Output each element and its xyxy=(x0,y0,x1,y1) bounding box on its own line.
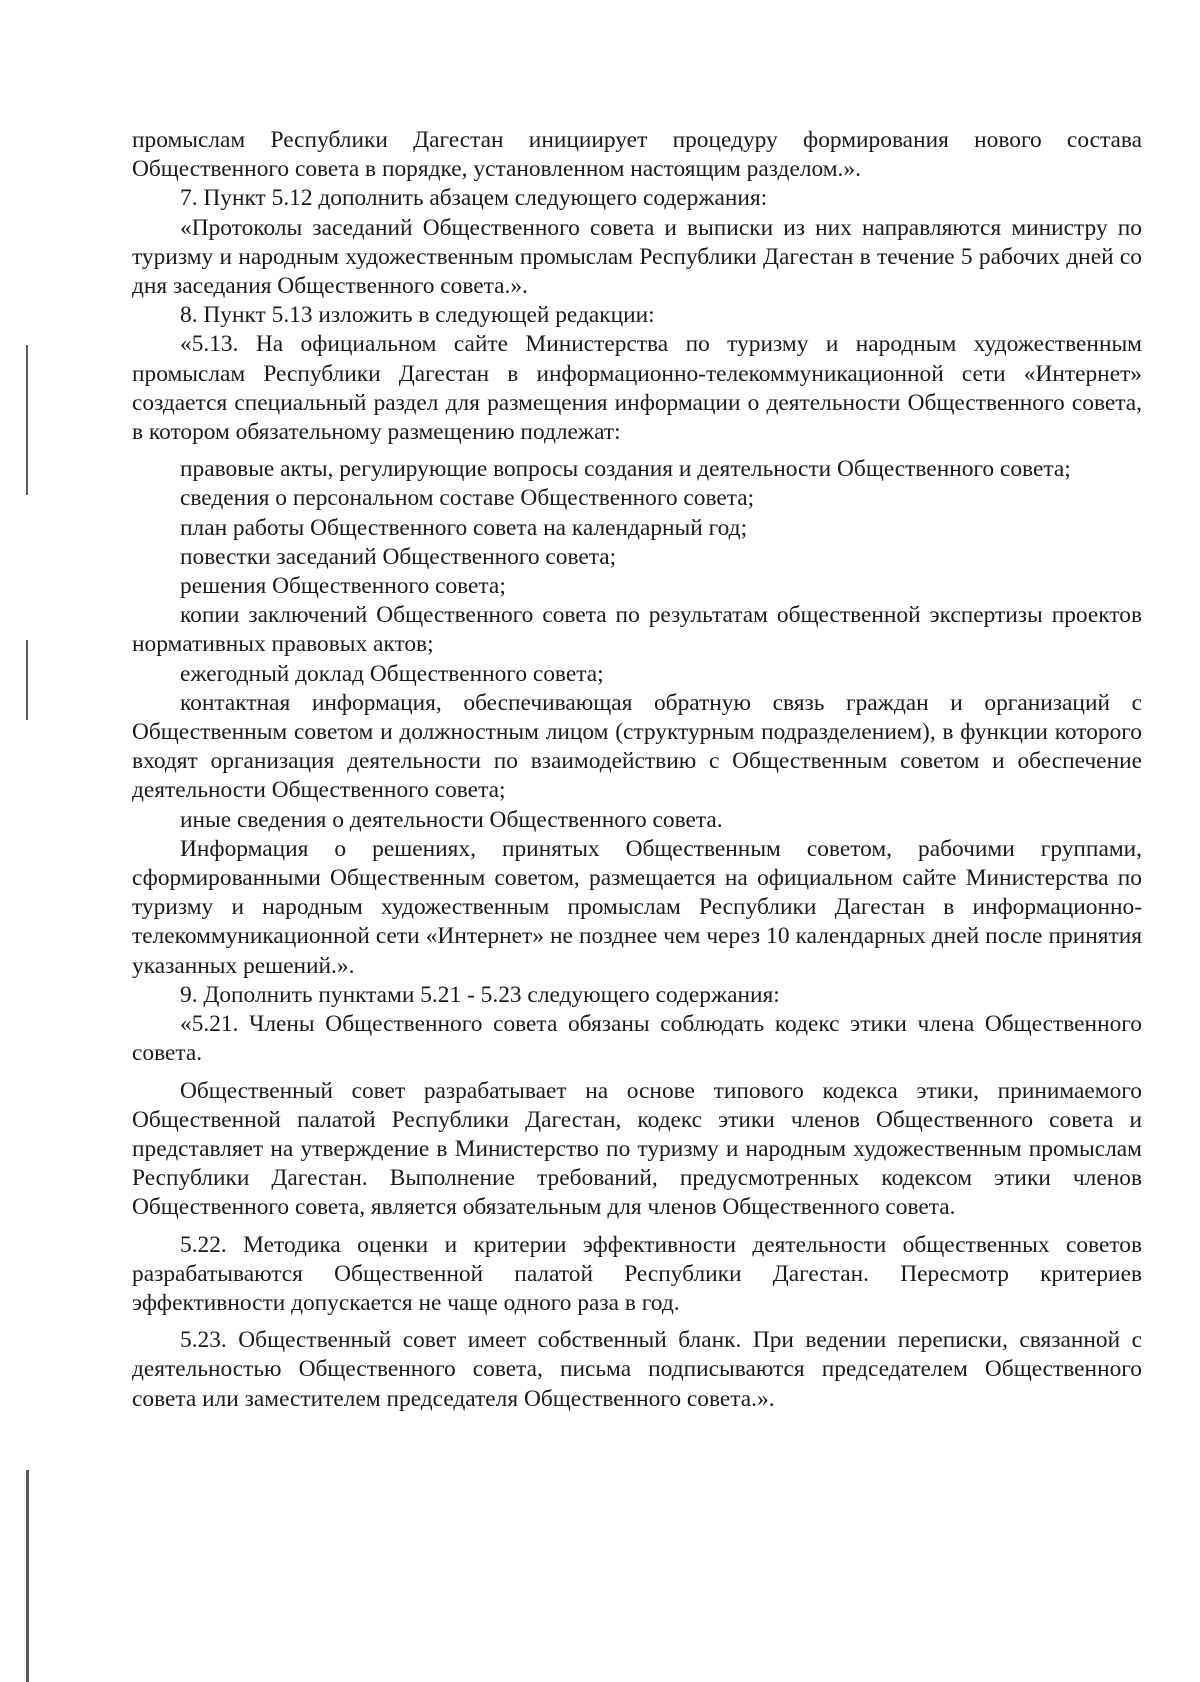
paragraph-16: 9. Дополнить пунктами 5.21 - 5.23 следующего содержания: xyxy=(180,981,780,1008)
paragraph-13: контактная информация, обеспечивающая обратную связь граждан и организаций с Общественным советом и должностным лицом (структурным подразделением), в функции которого входят организация деятельности по взаимодействию с Общественным советом и обеспечение деятельности Общественного совета; xyxy=(132,689,1142,804)
paragraph-19: 5.22. Методика оценки и критерии эффективности деятельности общественных советов разрабатываются Общественной палатой Республики Дагестан. Пересмотр критериев эффективности допускается не чаще одного раза в год. xyxy=(132,1231,1142,1316)
paragraph-9: повестки заседаний Общественного совета; xyxy=(180,543,617,570)
paragraph-2: 7. Пункт 5.12 дополнить абзацем следующего содержания: xyxy=(180,185,768,212)
document-body xyxy=(132,126,1142,1414)
scan-artifact-line xyxy=(26,345,28,495)
paragraph-6: правовые акты, регулирующие вопросы создания и деятельности Общественного совета; xyxy=(180,456,1071,483)
paragraph-5: «5.13. На официальном сайте Министерства по туризму и народным художественным промыслам Республики Дагестан в информационно-телекоммуникационной сети «Интернет» создается специальный раздел для размещения информации о деятельности Общественного совета, в котором обязательному размещению подлежат: xyxy=(132,331,1142,446)
paragraph-7: сведения о персональном составе Общественного совета; xyxy=(180,485,755,512)
paragraph-8: план работы Общественного совета на календарный год; xyxy=(180,514,748,541)
scan-artifact-line xyxy=(26,1470,29,1682)
paragraph-15: Информация о решениях, принятых Общественным советом, рабочими группами, сформированными Общественным советом, размещается на официальном сайте Министерства по туризму и народным художественным промыслам Республики Дагестан в информационно-телекоммуникационной сети «Интернет» не позднее чем через 10 календарных дней после принятия указанных решений.». xyxy=(132,835,1142,979)
paragraph-1: промыслам Республики Дагестан инициирует процедуру формирования нового состава Общественного совета в порядке, установленном настоящим разделом.». xyxy=(132,127,1142,183)
paragraph-11: копии заключений Общественного совета по результатам общественной экспертизы проектов нормативных правовых актов; xyxy=(132,602,1142,658)
paragraph-14: иные сведения о деятельности Общественного совета. xyxy=(180,806,723,833)
paragraph-17: «5.21. Члены Общественного совета обязаны соблюдать кодекс этики члена Общественного совета. xyxy=(132,1011,1142,1067)
paragraph-20: 5.23. Общественный совет имеет собственный бланк. При ведении переписки, связанной с деятельностью Общественного совета, письма подписываются председателем Общественного совета или заместителем председателя Общественного совета.». xyxy=(132,1327,1142,1412)
scan-artifact-line xyxy=(26,640,28,720)
paragraph-18: Общественный совет разрабатывает на основе типового кодекса этики, принимаемого Общественной палатой Республики Дагестан, кодекс этики членов Общественного совета и представляет на утверждение в Министерство по туризму и народным художественным промыслам Республики Дагестан. Выполнение требований, предусмотренных кодексом этики членов Общественного совета, является обязательным для членов Общественного совета. xyxy=(132,1077,1142,1221)
paragraph-3: «Протоколы заседаний Общественного совета и выписки из них направляются министру по туризму и народным художественным промыслам Республики Дагестан в течение 5 рабочих дней со дня заседания Общественного совета.». xyxy=(132,214,1142,300)
paragraph-4: 8. Пункт 5.13 изложить в следующей редакции: xyxy=(180,302,655,329)
paragraph-10: решения Общественного совета; xyxy=(180,573,506,600)
paragraph-12: ежегодный доклад Общественного совета; xyxy=(180,660,604,687)
